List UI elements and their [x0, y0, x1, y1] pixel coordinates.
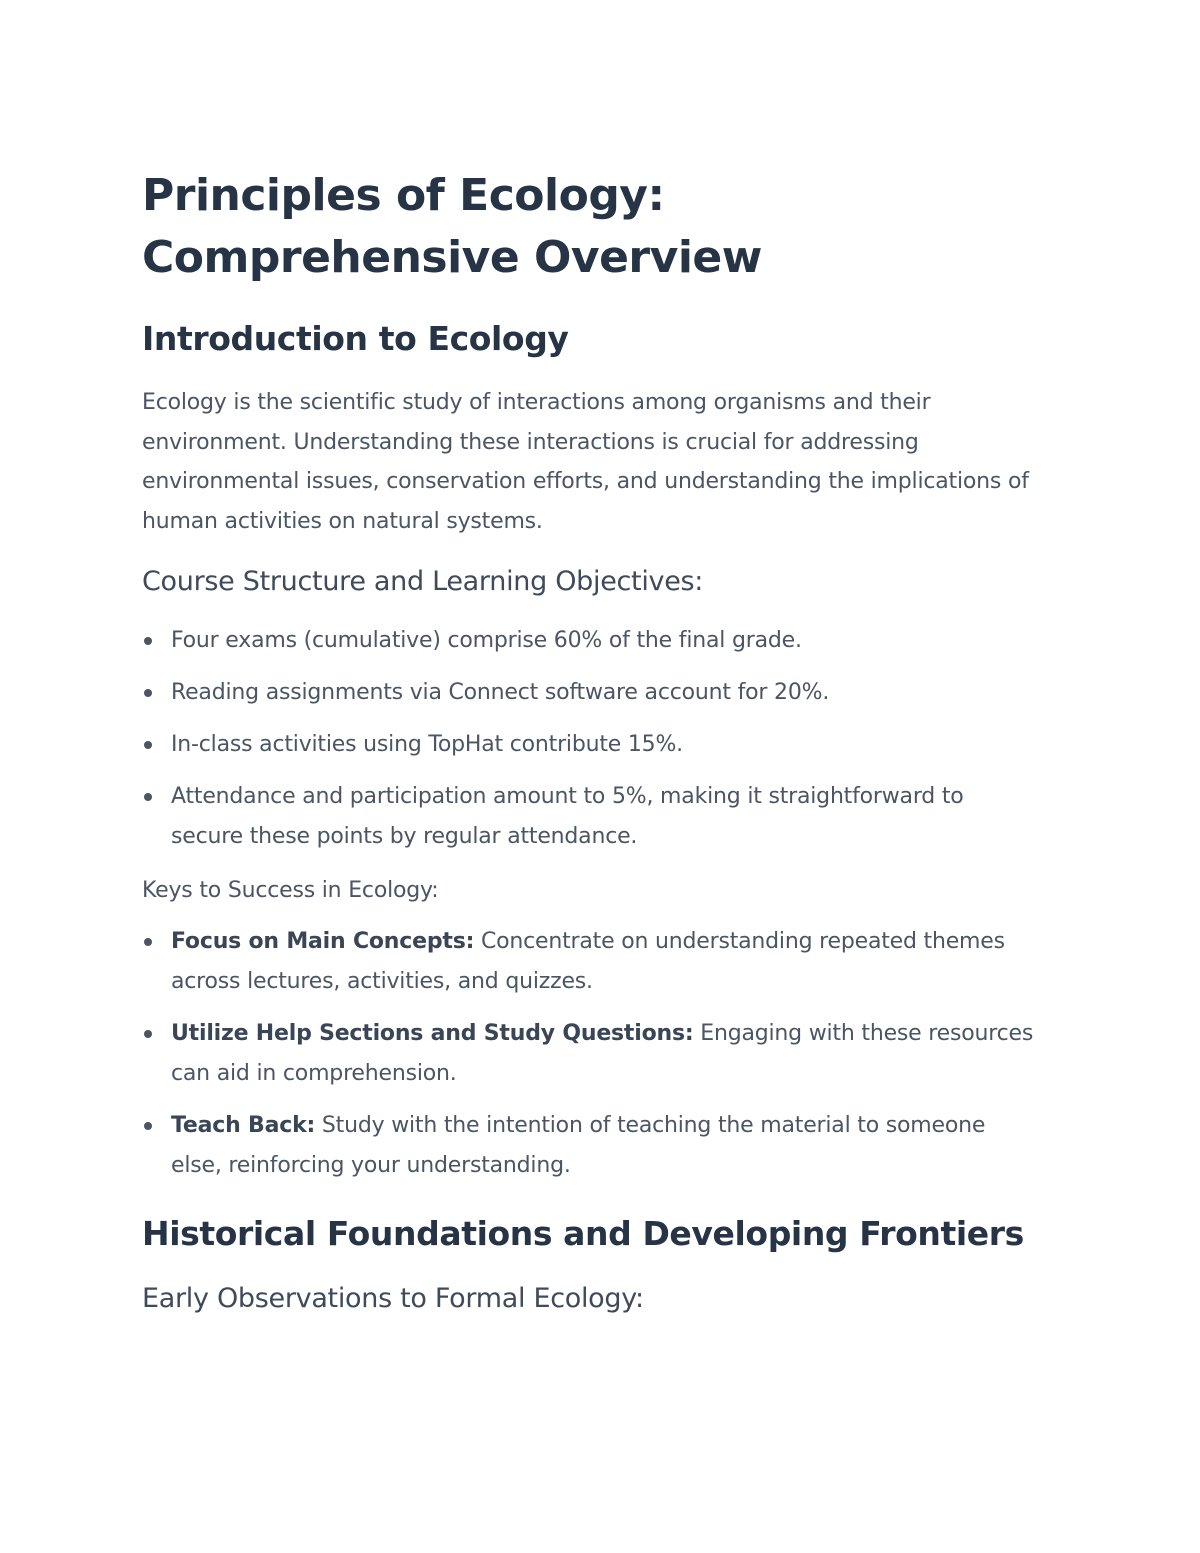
list-item — [142, 1106, 1042, 1186]
section-heading-introduction: Introduction to Ecology — [142, 319, 569, 358]
document-page — [142, 165, 1042, 1318]
bullet-icon — [144, 741, 152, 749]
list-item — [142, 725, 1042, 765]
list-item — [142, 621, 1042, 661]
subheading-course-structure: Course Structure and Learning Objectives: — [142, 566, 704, 597]
section-heading-history: Historical Foundations and Developing Frontiers — [142, 1214, 1024, 1253]
bullet-icon — [144, 637, 152, 645]
bullet-icon — [144, 938, 152, 946]
bullet-icon — [144, 1122, 152, 1130]
list-item — [142, 777, 1042, 857]
bullet-icon — [144, 1030, 152, 1038]
list-item-text: Study with the intention of teaching the material to someone else, reinforcing your understanding. — [171, 1113, 986, 1178]
list-item-lead: Focus on Main Concepts: — [171, 929, 475, 954]
list-item-text: Reading assignments via Connect software account for 20%. — [171, 680, 830, 705]
list-item — [142, 1014, 1042, 1094]
keys-to-success-list — [142, 922, 1042, 1186]
bullet-icon — [144, 689, 152, 697]
list-item-lead: Teach Back: — [171, 1113, 316, 1138]
intro-paragraph: Ecology is the scientific study of interactions among organisms and their environment. Understanding these interactions is crucial for addressing environmental issues, conservation efforts, and understanding the implications of human activities on natural systems. — [142, 390, 1029, 534]
list-item-lead: Utilize Help Sections and Study Questions: — [171, 1021, 694, 1046]
list-item-text: Four exams (cumulative) comprise 60% of the final grade. — [171, 628, 802, 653]
keys-to-success-heading: Keys to Success in Ecology: — [142, 878, 439, 903]
list-item-text: Concentrate on understanding repeated themes across lectures, activities, and quizzes. — [171, 929, 1005, 994]
page-title: Principles of Ecology: Comprehensive Overview — [142, 170, 762, 283]
list-item-text: Attendance and participation amount to 5%, making it straightforward to secure these points by regular attendance. — [171, 784, 964, 849]
bullet-icon — [144, 793, 152, 801]
list-item-text: In-class activities using TopHat contribute 15%. — [171, 732, 683, 757]
list-item — [142, 922, 1042, 1002]
course-structure-list — [142, 621, 1042, 857]
list-item — [142, 673, 1042, 713]
subheading-early-observations: Early Observations to Formal Ecology: — [142, 1283, 644, 1314]
list-item-text: Engaging with these resources can aid in comprehension. — [171, 1021, 1034, 1086]
